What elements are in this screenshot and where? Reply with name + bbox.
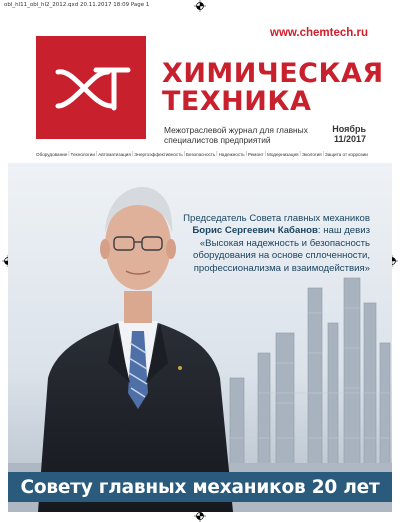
magazine-title-line1: ХИМИЧЕСКАЯ <box>162 58 384 89</box>
rubric-item: Модернизация <box>266 151 299 157</box>
quote-lead: Председатель Совета главных механиков <box>183 213 370 224</box>
cover-banner <box>8 472 392 502</box>
rubric-item: Надежность <box>218 151 245 157</box>
printer-slug: obl_hl11_obl_hl2_2012.qxd 20.11.2017 18:09 Page 1 <box>4 2 150 8</box>
rubric-separator: | <box>95 151 98 157</box>
rubric-separator: | <box>68 151 70 157</box>
issue-month: Ноябрь <box>332 124 366 134</box>
quote-text-line: оборудования на основе сплоченности, <box>192 250 370 262</box>
rubric-separator: | <box>183 151 186 157</box>
quote-text-line: профессионализма и взаимодействия» <box>193 262 370 274</box>
registration-mark-icon <box>194 0 206 12</box>
quote-name-line <box>158 225 370 237</box>
rubric-separator: | <box>322 151 324 157</box>
tagline-line: Межотраслевой журнал для главных <box>164 125 308 135</box>
rubric-separator: | <box>245 151 247 157</box>
rubric-list <box>36 151 368 157</box>
magazine-logo <box>36 36 146 139</box>
website-url[interactable]: www.chemtech.ru <box>270 27 368 39</box>
rubric-separator: | <box>299 151 301 157</box>
rubric-separator: | <box>131 151 134 157</box>
rubric-item: Защита от коррозии <box>324 151 368 157</box>
issue-number: 11/2017 <box>333 134 366 144</box>
rubric-item: Автоматизация <box>98 151 131 157</box>
quote-text-line: «Высокая надежность и безопасность <box>199 237 370 249</box>
rubric-separator: | <box>264 151 266 157</box>
magazine-tagline <box>164 125 324 145</box>
rubric-separator: | <box>216 151 218 157</box>
rubric-item: Экология <box>301 151 322 157</box>
cover-quote <box>158 213 370 275</box>
banner-headline: Совету главных механиков 20 лет <box>20 476 380 498</box>
rubric-item: Оборудование <box>36 151 68 157</box>
rubric-item: Энергоэффективность <box>134 151 183 157</box>
xt-logo-icon <box>36 36 146 139</box>
rubric-item: Безопасность <box>186 151 216 157</box>
rubric-item: Технологии <box>70 151 95 157</box>
rubric-item: Ремонт <box>247 151 264 157</box>
magazine-title-line2: ТЕХНИКА <box>162 86 312 117</box>
tagline-line: специалистов предприятий <box>164 135 271 145</box>
quote-name-suffix: : наш девиз <box>317 225 370 237</box>
quote-person-name: Борис Сергеевич Кабанов <box>192 225 318 237</box>
